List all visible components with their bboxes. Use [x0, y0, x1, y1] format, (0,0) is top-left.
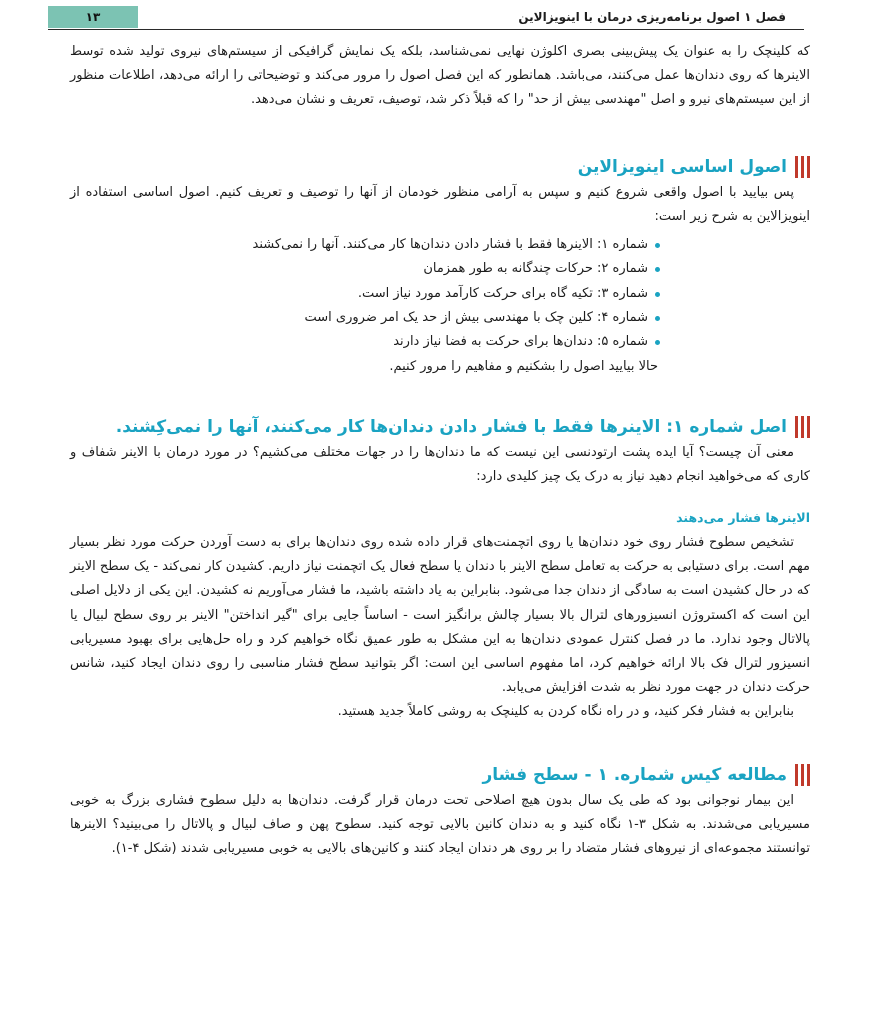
chapter-title: فصل ۱ اصول برنامه‌ریزی درمان با اینویزالاین	[518, 10, 786, 24]
list-item: شماره ۲: حرکات چندگانه به طور همزمان	[70, 257, 660, 281]
intro-paragraph: که کلینچک را به عنوان یک پیش‌بینی بصری اکلوژن نهایی نمی‌شناسد، بلکه یک نمایش گرافیکی از سیستم‌های نیروی تولید شده توسط الاینرها که روی دندان‌ها عمل می‌کنند، می‌باشد. همانطور که این فصل اصول را مرور می‌کند و توضیحاتی را ارائه می‌دهد، اطلاعات منظور از این سیستم‌های نیرو و اصل "مهندسی بیش از حد" را که قبلاً ذکر شد، توصیف، تعریف و نشان می‌دهد.	[70, 44, 810, 108]
section-paragraph: پس بیایید با اصول واقعی شروع کنیم و سپس به آرامی منظور خودمان از آنها را توصیف و تعریف کنیم. اصول اساسی استفاده از اینویزالاین به شرح زیر است:	[70, 184, 810, 224]
principles-list	[70, 233, 810, 354]
subheading-aligners-push: الاینرها فشار می‌دهند	[676, 509, 810, 525]
section-heading-basic-principles	[70, 153, 810, 181]
section-paragraph: تشخیص سطوح فشار روی خود دندان‌ها یا روی اتچمنت‌های قرار داده شده روی دندان‌ها برای به دست آوردن حرکت مورد نظر بسیار مهم است. برای دستیابی به حرکت به تعامل سطح الاینر با دندان یا سطح فعال یک اتچمنت نیاز داریم. کشیدن کار نمی‌کند - یک سطح الاینر که در حال کشیدن است به سادگی از دندان جدا می‌شود. بنابراین به یاد داشته باشید، ما فشار می‌آوریم نه کشیدن. این یکی از دلایل اصلی این است که اکستروژن انسیزورهای لترال بالا بسیار چالش برانگیز است - اساساً جایی برای "گیر انداختن" الاینر بر روی سطح لبیال یا پالاتال وجود ندارد. ما در فصل کنترل عمودی دندان‌ها به این مشکل به طور عمیق نگاه خواهیم کرد و راه حل‌هایی برای بهبود مسیریابی انسیزور لترال فک بالا ارائه خواهیم کرد، اما مفهوم اساسی این است: اگر بتوانید سطح فشار مناسبی را روی دندان ایجاد کنید، شانس حرکت دندان در جهت مورد نظر به شدت افزایش می‌یابد.	[70, 534, 810, 696]
page-number-badge: ۱۳	[48, 6, 138, 28]
section-heading-text: مطالعه کیس شماره. ۱ - سطح فشار	[482, 764, 787, 785]
section-heading-principle-1	[70, 413, 810, 441]
heading-bars-icon	[795, 156, 810, 178]
section-heading-case-study-1	[70, 761, 810, 789]
closing-line: حالا بیایید اصول را بشکنیم و مفاهیم را مرور کنیم.	[389, 358, 658, 374]
list-item: شماره ۵: دندان‌ها برای حرکت به فضا نیاز دارند	[70, 330, 660, 354]
section-paragraph: این بیمار نوجوانی بود که طی یک سال بدون هیچ اصلاحی تحت درمان قرار گرفت. دندان‌ها به دلیل سطوح فشاری بزرگ به خوبی مسیریابی می‌شدند. به شکل ۳-۱ نگاه کنید و به دندان کانین بالایی توجه کنید. سطوح پهن و صاف لبیال و پالاتال را می‌بینید؟ الاینرها توانستند مجموعه‌ای از نیروهای فشار متضاد را بر روی هر دندان ایجاد کنند و کانین‌های بالایی به خوبی مسیریابی شدند (شکل ۴-۱).	[70, 792, 811, 856]
heading-bars-icon	[795, 764, 810, 786]
section-paragraph: معنی آن چیست؟ آیا ایده پشت ارتودنسی این نیست که ما دندان‌ها را در جهات مختلف می‌کشیم؟ در مورد درمان با الاینر شفاف و کاری که می‌خواهید انجام دهید نیاز به درک یک چیز کلیدی دارد:	[70, 444, 810, 484]
running-header	[48, 6, 804, 30]
main-content	[70, 38, 810, 861]
heading-bars-icon	[795, 416, 810, 438]
list-item: شماره ۴: کلین چک با مهندسی بیش از حد یک امر ضروری است	[70, 306, 660, 330]
section-heading-text: اصل شماره ۱: الاینرها فقط با فشار دادن دندان‌ها کار می‌کنند، آنها را نمی‌کِشند.	[115, 416, 787, 437]
list-item: شماره ۱: الاینرها فقط با فشار دادن دندان‌ها کار می‌کنند. آنها را نمی‌کشند	[70, 233, 660, 257]
section-heading-text: اصول اساسی اینویزالاین	[577, 156, 787, 177]
closing-line: بنابراین به فشار فکر کنید، و در راه نگاه کردن به کلینچک به روشی کاملاً جدید هستید.	[337, 704, 794, 720]
list-item: شماره ۳: تکیه گاه برای حرکت کارآمد مورد نیاز است.	[70, 282, 660, 306]
